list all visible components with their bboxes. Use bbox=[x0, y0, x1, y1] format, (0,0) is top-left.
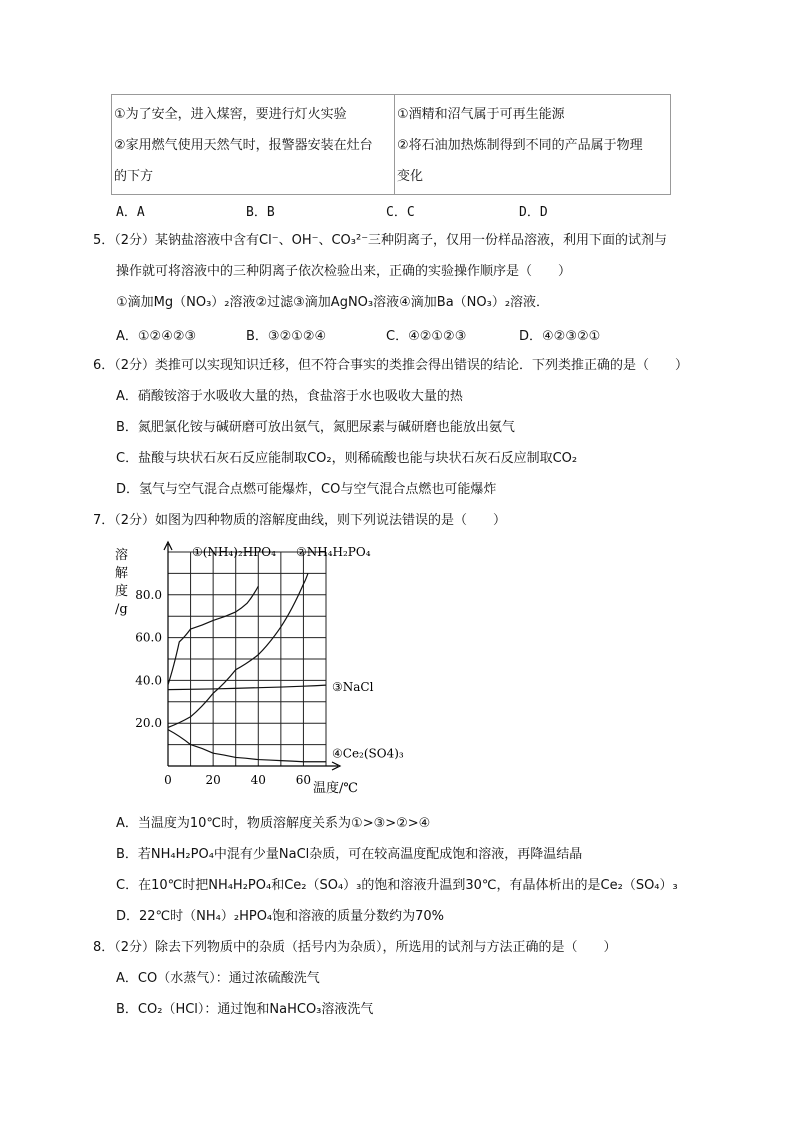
q7-option-c[interactable]: C．在10℃时把NH₄H₂PO₄和Ce₂（SO₄）₃的饱和溶液升温到30℃，有晶体析出的是Ce₂（SO₄）₃ bbox=[116, 878, 678, 893]
q5-reagents: ①滴加Mg（NO₃）₂溶液②过滤③滴加AgNO₃溶液④滴加Ba（NO₃）₂溶液． bbox=[116, 295, 550, 310]
y-tick-label: 20.0 bbox=[135, 716, 162, 731]
series-curve-2 bbox=[168, 573, 308, 727]
q8-stem: 8．（2分）除去下列物质中的杂质（括号内为杂质），所选用的试剂与方法正确的是（ ） bbox=[93, 940, 617, 955]
ylabel-char-1: 溶 bbox=[115, 548, 129, 563]
q6-stem: 6．（2分）类推可以实现知识迁移，但不符合事实的类推会得出错误的结论．下列类推正确的是（ ） bbox=[93, 358, 689, 373]
x-tick-label: 40 bbox=[250, 773, 266, 787]
q6-option-b[interactable]: B．氮肥氯化铵与碱研磨可放出氨气，氮肥尿素与碱研磨也能放出氨气 bbox=[116, 420, 515, 435]
q4-choice-a[interactable]: A．A bbox=[116, 205, 145, 220]
series-label-4: ④Ce₂(SO4)₃ bbox=[332, 746, 404, 761]
y-tick-label: 80.0 bbox=[135, 587, 162, 602]
y-tick-label: 40.0 bbox=[135, 673, 162, 688]
chart-grid bbox=[168, 552, 326, 766]
series-label-1: ①(NH₄)₂HPO₄ bbox=[192, 545, 276, 559]
q4-left-line: 的下方 bbox=[114, 169, 154, 184]
q5-choice-c[interactable]: C．④②①②③ bbox=[386, 329, 467, 344]
q4-right-cell bbox=[395, 95, 671, 195]
x-tick-label: 0 bbox=[164, 773, 172, 787]
solubility-chart bbox=[108, 540, 408, 810]
q4-left-line: ①为了安全，进入煤窖，要进行灯火实验 bbox=[114, 107, 347, 122]
series-label-3: ③NaCl bbox=[332, 679, 374, 694]
q4-right-line: ②将石油加热炼制得到不同的产品属于物理 bbox=[397, 138, 643, 153]
q4-choice-c[interactable]: C．C bbox=[386, 205, 415, 220]
q6-option-a[interactable]: A．硝酸铵溶于水吸收大量的热，食盐溶于水也吸收大量的热 bbox=[116, 389, 463, 404]
series-label-2: ②NH₄H₂PO₄ bbox=[296, 545, 371, 559]
q4-choice-d[interactable]: D．D bbox=[519, 205, 548, 220]
q4-right-line: ①酒精和沼气属于可再生能源 bbox=[397, 107, 565, 122]
series-curve-3 bbox=[168, 685, 326, 689]
q4-choice-b[interactable]: B．B bbox=[246, 205, 275, 220]
q4-options-table bbox=[111, 94, 671, 195]
q8-option-a[interactable]: A．CO（水蒸气）：通过浓硫酸洗气 bbox=[116, 971, 320, 986]
ylabel-char-4: /g bbox=[115, 602, 128, 617]
q5-choice-b[interactable]: B．③②①②④ bbox=[246, 329, 327, 344]
q5-stem-line-2: 操作就可将溶液中的三种阴离子依次检验出来，正确的实验操作顺序是（ ） bbox=[116, 264, 572, 279]
ylabel-char-2: 解 bbox=[115, 566, 129, 581]
q7-option-d[interactable]: D．22℃时（NH₄）₂HPO₄饱和溶液的质量分数约为70% bbox=[116, 909, 445, 924]
ylabel-char-3: 度 bbox=[115, 584, 129, 599]
xlabel: 温度/℃ bbox=[313, 781, 358, 796]
q4-right-line: 变化 bbox=[397, 169, 424, 184]
chart-series bbox=[168, 573, 326, 761]
x-tick-label: 60 bbox=[295, 773, 312, 787]
q5-choice-d[interactable]: D．④②③②① bbox=[519, 329, 601, 344]
q5-choice-a[interactable]: A．①②④②③ bbox=[116, 329, 197, 344]
y-tick-label: 60.0 bbox=[135, 630, 162, 645]
chart-labels bbox=[135, 545, 404, 787]
q7-stem: 7．（2分）如图为四种物质的溶解度曲线，则下列说法错误的是（ ） bbox=[93, 513, 507, 528]
q5-stem-line-1: 5．（2分）某钠盐溶液中含有Cl⁻、OH⁻、CO₃²⁻三种阴离子，仅用一份样品溶液，利用下面的试剂与 bbox=[93, 233, 668, 248]
q4-left-line: ②家用燃气使用天然气时，报警器安装在灶台 bbox=[114, 138, 373, 153]
q7-option-b[interactable]: B．若NH₄H₂PO₄中混有少量NaCl杂质，可在较高温度配成饱和溶液，再降温结晶 bbox=[116, 847, 583, 862]
q4-left-cell bbox=[112, 95, 395, 195]
x-tick-label: 20 bbox=[205, 773, 221, 787]
q6-option-d[interactable]: D．氢气与空气混合点燃可能爆炸，CO与空气混合点燃也可能爆炸 bbox=[116, 482, 497, 497]
q7-option-a[interactable]: A．当温度为10℃时，物质溶解度关系为①>③>②>④ bbox=[116, 816, 431, 831]
q8-option-b[interactable]: B．CO₂（HCl）：通过饱和NaHCO₃溶液洗气 bbox=[116, 1002, 374, 1017]
series-curve-4 bbox=[168, 730, 326, 762]
q6-option-c[interactable]: C．盐酸与块状石灰石反应能制取CO₂，则稀硫酸也能与块状石灰石反应制取CO₂ bbox=[116, 451, 578, 466]
